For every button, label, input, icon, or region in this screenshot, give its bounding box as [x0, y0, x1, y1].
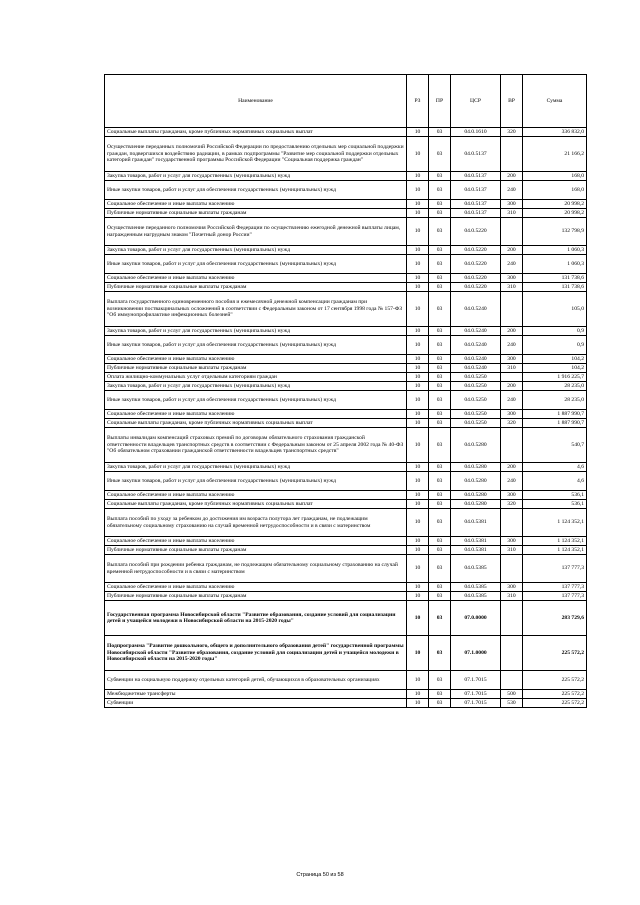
cell-pr: 03: [429, 546, 451, 555]
cell-csr: 04.0.5280: [451, 428, 501, 463]
cell-pr: 03: [429, 419, 451, 428]
cell-sum: 131 738,6: [523, 274, 587, 283]
cell-rz: 10: [407, 200, 429, 209]
table-row: [105, 671, 587, 690]
cell-name: Выплаты инвалидам компенсаций страховых премий по договорам обязательного страхования гражданской ответственности владельцев транспортных средств в соответствии с Федеральным законом от 25 апреля 2002 года № 40-ФЗ "Об обязательном страховании гражданской ответственности владельцев транспортных средств": [105, 428, 407, 463]
table-row: [105, 218, 587, 246]
cell-name: Публичные нормативные социальные выплаты гражданам: [105, 592, 407, 601]
table-row: [105, 200, 587, 209]
cell-rz: 10: [407, 671, 429, 690]
cell-rz: 10: [407, 128, 429, 137]
table-row: [105, 636, 587, 671]
cell-rz: 10: [407, 246, 429, 255]
cell-pr: 03: [429, 255, 451, 274]
cell-pr: 03: [429, 200, 451, 209]
cell-csr: 04.0.5240: [451, 327, 501, 336]
cell-rz: 10: [407, 255, 429, 274]
cell-rz: 10: [407, 592, 429, 601]
cell-rz: 10: [407, 364, 429, 373]
cell-name: Социальное обеспечение и иные выплаты населению: [105, 200, 407, 209]
cell-vr: [501, 509, 523, 537]
cell-pr: 03: [429, 172, 451, 181]
cell-sum: 21 166,2: [523, 137, 587, 172]
cell-rz: 10: [407, 583, 429, 592]
cell-name: Закупка товаров, работ и услуг для государственных (муниципальных) нужд: [105, 382, 407, 391]
cell-csr: 04.0.5137: [451, 172, 501, 181]
table-row: [105, 391, 587, 410]
cell-sum: 225 572,2: [523, 699, 587, 708]
cell-csr: 07.1.7015: [451, 690, 501, 699]
cell-name: Иные закупки товаров, работ и услуг для обеспечения государственных (муниципальных) нужд: [105, 255, 407, 274]
cell-name: Осуществление переданного полномочия Российской Федерации по осуществлению ежегодной денежной выплаты лицам, награжденным нагрудным знаком "Почетный донор России": [105, 218, 407, 246]
cell-pr: 03: [429, 292, 451, 327]
cell-vr: 200: [501, 382, 523, 391]
cell-csr: 04.0.5220: [451, 283, 501, 292]
cell-vr: [501, 555, 523, 583]
cell-csr: 07.1.0000: [451, 636, 501, 671]
cell-vr: 320: [501, 500, 523, 509]
cell-vr: 240: [501, 336, 523, 355]
cell-vr: [501, 292, 523, 327]
table-row: [105, 463, 587, 472]
cell-csr: 04.0.5137: [451, 137, 501, 172]
cell-vr: 310: [501, 283, 523, 292]
cell-rz: 10: [407, 419, 429, 428]
cell-pr: 03: [429, 336, 451, 355]
table-row: [105, 364, 587, 373]
cell-sum: 540,7: [523, 428, 587, 463]
cell-rz: 10: [407, 636, 429, 671]
cell-pr: 03: [429, 601, 451, 636]
cell-rz: 10: [407, 373, 429, 382]
cell-name: Субвенции на социальную поддержку отдельных категорий детей, обучающихся в образовательных организациях: [105, 671, 407, 690]
cell-sum: 131 738,6: [523, 283, 587, 292]
cell-sum: 536,1: [523, 491, 587, 500]
cell-pr: 03: [429, 391, 451, 410]
table-row: [105, 274, 587, 283]
cell-name: Выплата пособий по уходу за ребенком до достижения им возраста полутора лет гражданам, не подлежащим обязательному социальному страхованию на случай временной нетрудоспособности и в связи с материнством: [105, 509, 407, 537]
cell-rz: 10: [407, 509, 429, 537]
cell-pr: 03: [429, 209, 451, 218]
cell-sum: 20 998,2: [523, 200, 587, 209]
cell-pr: 03: [429, 218, 451, 246]
cell-csr: 04.0.5250: [451, 373, 501, 382]
cell-rz: 10: [407, 292, 429, 327]
cell-vr: 530: [501, 699, 523, 708]
cell-name: Иные закупки товаров, работ и услуг для обеспечения государственных (муниципальных) нужд: [105, 391, 407, 410]
cell-rz: 10: [407, 699, 429, 708]
header-sum: Сумма: [523, 75, 587, 128]
cell-pr: 03: [429, 128, 451, 137]
cell-pr: 03: [429, 463, 451, 472]
cell-pr: 03: [429, 327, 451, 336]
cell-pr: 03: [429, 283, 451, 292]
cell-sum: 1 124 352,1: [523, 509, 587, 537]
cell-csr: 04.0.5385: [451, 555, 501, 583]
cell-csr: 04.0.5280: [451, 500, 501, 509]
cell-pr: 03: [429, 699, 451, 708]
cell-pr: 03: [429, 355, 451, 364]
cell-rz: 10: [407, 500, 429, 509]
table-row: [105, 373, 587, 382]
cell-name: Публичные нормативные социальные выплаты гражданам: [105, 546, 407, 555]
cell-sum: 104,2: [523, 364, 587, 373]
cell-pr: 03: [429, 537, 451, 546]
cell-name: Публичные нормативные социальные выплаты гражданам: [105, 283, 407, 292]
cell-sum: 105,0: [523, 292, 587, 327]
cell-sum: 137 777,3: [523, 555, 587, 583]
cell-pr: 03: [429, 690, 451, 699]
table-row: [105, 472, 587, 491]
cell-name: Иные закупки товаров, работ и услуг для обеспечения государственных (муниципальных) нужд: [105, 181, 407, 200]
cell-sum: 4,6: [523, 472, 587, 491]
cell-vr: 320: [501, 419, 523, 428]
cell-csr: 04.0.5250: [451, 382, 501, 391]
cell-name: Подпрограмма "Развитие дошкольного, общего и дополнительного образования детей" государственной программы Новосибирской области "Развитие образования, создание условий для социализации детей и учащейся молодежи в Новосибирской области на 2015-2020 годы": [105, 636, 407, 671]
cell-vr: 310: [501, 546, 523, 555]
cell-vr: 310: [501, 592, 523, 601]
cell-sum: 225 572,2: [523, 636, 587, 671]
cell-rz: 10: [407, 172, 429, 181]
cell-vr: [501, 601, 523, 636]
header-vr: ВР: [501, 75, 523, 128]
cell-csr: 04.0.5385: [451, 583, 501, 592]
cell-sum: 20 998,2: [523, 209, 587, 218]
cell-name: Социальное обеспечение и иные выплаты населению: [105, 537, 407, 546]
cell-pr: 03: [429, 364, 451, 373]
table-row: [105, 355, 587, 364]
cell-sum: 1 887 990,7: [523, 419, 587, 428]
cell-csr: 04.0.5280: [451, 463, 501, 472]
cell-vr: 300: [501, 200, 523, 209]
cell-pr: 03: [429, 137, 451, 172]
table-header-row: [105, 75, 587, 128]
cell-name: Оплата жилищно-коммунальных услуг отдельным категориям граждан: [105, 373, 407, 382]
table-row: [105, 410, 587, 419]
cell-name: Государственная программа Новосибирской области "Развитие образования, создание условий для социализации детей и учащейся молодежи в Новосибирской области на 2015-2020 годы": [105, 601, 407, 636]
cell-name: Осуществление переданных полномочий Российской Федерации по предоставлению отдельных мер социальной поддержки граждан, подвергшихся воздействию радиации, в рамках подпрограммы "Развитие мер социальной поддержки отдельных категорий граждан" государственной программы Российской Федерации "Социальная поддержка граждан": [105, 137, 407, 172]
cell-sum: 28 235,0: [523, 391, 587, 410]
cell-pr: 03: [429, 428, 451, 463]
cell-vr: 300: [501, 355, 523, 364]
cell-vr: 240: [501, 391, 523, 410]
table-row: [105, 601, 587, 636]
cell-vr: 500: [501, 690, 523, 699]
table-row: [105, 537, 587, 546]
cell-rz: 10: [407, 555, 429, 583]
cell-name: Закупка товаров, работ и услуг для государственных (муниципальных) нужд: [105, 172, 407, 181]
table-row: [105, 128, 587, 137]
table-row: [105, 292, 587, 327]
cell-sum: 168,0: [523, 172, 587, 181]
cell-sum: 4,6: [523, 463, 587, 472]
cell-rz: 10: [407, 336, 429, 355]
cell-rz: 10: [407, 601, 429, 636]
cell-sum: 536,1: [523, 500, 587, 509]
cell-name: Социальное обеспечение и иные выплаты населению: [105, 410, 407, 419]
cell-name: Закупка товаров, работ и услуг для государственных (муниципальных) нужд: [105, 463, 407, 472]
cell-rz: 10: [407, 410, 429, 419]
cell-pr: 03: [429, 491, 451, 500]
cell-rz: 10: [407, 391, 429, 410]
table-row: [105, 690, 587, 699]
cell-vr: 310: [501, 209, 523, 218]
cell-rz: 10: [407, 137, 429, 172]
cell-csr: 04.0.5240: [451, 292, 501, 327]
cell-vr: 200: [501, 172, 523, 181]
cell-rz: 10: [407, 181, 429, 200]
cell-csr: 07.0.0000: [451, 601, 501, 636]
table-row: [105, 699, 587, 708]
cell-rz: 10: [407, 537, 429, 546]
cell-vr: [501, 428, 523, 463]
cell-name: Межбюджетные трансферты: [105, 690, 407, 699]
cell-name: Субвенции: [105, 699, 407, 708]
table-row: [105, 592, 587, 601]
cell-csr: 04.0.5137: [451, 209, 501, 218]
cell-pr: 03: [429, 555, 451, 583]
table-body: [105, 128, 587, 708]
cell-rz: 10: [407, 283, 429, 292]
budget-table: [104, 74, 587, 708]
cell-pr: 03: [429, 410, 451, 419]
cell-rz: 10: [407, 546, 429, 555]
cell-sum: 1 060,3: [523, 255, 587, 274]
cell-vr: 200: [501, 327, 523, 336]
cell-name: Социальное обеспечение и иные выплаты населению: [105, 491, 407, 500]
cell-sum: 1 124 352,1: [523, 546, 587, 555]
cell-vr: 200: [501, 246, 523, 255]
cell-rz: 10: [407, 327, 429, 336]
cell-rz: 10: [407, 382, 429, 391]
cell-vr: 300: [501, 537, 523, 546]
cell-sum: 104,2: [523, 355, 587, 364]
table-row: [105, 500, 587, 509]
table-row: [105, 555, 587, 583]
cell-rz: 10: [407, 209, 429, 218]
cell-sum: 137 777,3: [523, 592, 587, 601]
cell-csr: 04.0.5240: [451, 364, 501, 373]
cell-vr: [501, 636, 523, 671]
cell-csr: 04.0.5280: [451, 472, 501, 491]
cell-name: Социальные выплаты гражданам, кроме публичных нормативных социальных выплат: [105, 128, 407, 137]
cell-name: Социальное обеспечение и иные выплаты населению: [105, 583, 407, 592]
page-footer: Страница 50 из 58: [296, 872, 344, 878]
cell-csr: 04.0.5385: [451, 592, 501, 601]
table-row: [105, 509, 587, 537]
table-row: [105, 209, 587, 218]
cell-vr: 300: [501, 410, 523, 419]
cell-sum: 283 729,6: [523, 601, 587, 636]
cell-sum: 225 572,2: [523, 671, 587, 690]
cell-csr: 04.0.5220: [451, 255, 501, 274]
table-row: [105, 137, 587, 172]
cell-name: Закупка товаров, работ и услуг для государственных (муниципальных) нужд: [105, 246, 407, 255]
cell-csr: 04.0.5220: [451, 274, 501, 283]
cell-sum: 137 777,3: [523, 583, 587, 592]
table-row: [105, 181, 587, 200]
cell-sum: 225 572,2: [523, 690, 587, 699]
cell-rz: 10: [407, 428, 429, 463]
cell-csr: 04.0.5381: [451, 509, 501, 537]
cell-name: Социальные выплаты гражданам, кроме публичных нормативных социальных выплат: [105, 419, 407, 428]
cell-vr: 310: [501, 364, 523, 373]
cell-csr: 04.0.5220: [451, 246, 501, 255]
cell-pr: 03: [429, 373, 451, 382]
cell-csr: 04.0.5381: [451, 546, 501, 555]
cell-csr: 04.0.5240: [451, 336, 501, 355]
cell-vr: [501, 671, 523, 690]
table-row: [105, 583, 587, 592]
cell-vr: 240: [501, 181, 523, 200]
cell-rz: 10: [407, 472, 429, 491]
cell-name: Иные закупки товаров, работ и услуг для обеспечения государственных (муниципальных) нужд: [105, 336, 407, 355]
cell-name: Социальное обеспечение и иные выплаты населению: [105, 274, 407, 283]
cell-csr: 07.1.7015: [451, 671, 501, 690]
cell-vr: 300: [501, 274, 523, 283]
cell-sum: 0,9: [523, 327, 587, 336]
cell-name: Выплата пособий при рождении ребенка гражданам, не подлежащим обязательному социальному страхованию на случай временной нетрудоспособности и в связи с материнством: [105, 555, 407, 583]
cell-csr: 04.0.5250: [451, 419, 501, 428]
header-name: Наименование: [105, 75, 407, 128]
table-row: [105, 172, 587, 181]
header-rz: РЗ: [407, 75, 429, 128]
cell-rz: 10: [407, 491, 429, 500]
cell-vr: 240: [501, 255, 523, 274]
cell-pr: 03: [429, 636, 451, 671]
table-row: [105, 428, 587, 463]
table-row: [105, 491, 587, 500]
header-pr: ПР: [429, 75, 451, 128]
table-row: [105, 327, 587, 336]
cell-csr: 04.0.5137: [451, 200, 501, 209]
cell-sum: 1 124 352,1: [523, 537, 587, 546]
cell-name: Выплата государственного единовременного пособия и ежемесячной денежной компенсации гражданам при возникновении поствакцинальных осложнений в соответствии с Федеральным законом от 17 сентября 1998 года № 157-ФЗ "Об иммунопрофилактике инфекционных болезней": [105, 292, 407, 327]
cell-name: Иные закупки товаров, работ и услуг для обеспечения государственных (муниципальных) нужд: [105, 472, 407, 491]
cell-pr: 03: [429, 382, 451, 391]
table-row: [105, 255, 587, 274]
cell-sum: 1 916 225,7: [523, 373, 587, 382]
cell-rz: 10: [407, 218, 429, 246]
cell-csr: 04.0.5240: [451, 355, 501, 364]
cell-pr: 03: [429, 472, 451, 491]
cell-rz: 10: [407, 274, 429, 283]
cell-csr: 04.0.5137: [451, 181, 501, 200]
cell-pr: 03: [429, 181, 451, 200]
cell-name: Социальные выплаты гражданам, кроме публичных нормативных социальных выплат: [105, 500, 407, 509]
cell-pr: 03: [429, 671, 451, 690]
cell-csr: 04.0.5381: [451, 537, 501, 546]
table-row: [105, 546, 587, 555]
cell-csr: 07.1.7015: [451, 699, 501, 708]
cell-name: Социальное обеспечение и иные выплаты населению: [105, 355, 407, 364]
header-csr: ЦСР: [451, 75, 501, 128]
cell-sum: 1 060,3: [523, 246, 587, 255]
cell-rz: 10: [407, 463, 429, 472]
cell-vr: [501, 137, 523, 172]
cell-vr: 320: [501, 128, 523, 137]
table-row: [105, 283, 587, 292]
cell-pr: 03: [429, 246, 451, 255]
table-row: [105, 246, 587, 255]
cell-csr: 04.0.1610: [451, 128, 501, 137]
table-row: [105, 419, 587, 428]
cell-sum: 336 832,0: [523, 128, 587, 137]
cell-pr: 03: [429, 592, 451, 601]
cell-vr: [501, 218, 523, 246]
cell-sum: 168,0: [523, 181, 587, 200]
cell-vr: [501, 373, 523, 382]
cell-pr: 03: [429, 583, 451, 592]
cell-vr: 240: [501, 472, 523, 491]
cell-name: Закупка товаров, работ и услуг для государственных (муниципальных) нужд: [105, 327, 407, 336]
cell-pr: 03: [429, 274, 451, 283]
cell-sum: 0,9: [523, 336, 587, 355]
table-row: [105, 382, 587, 391]
cell-rz: 10: [407, 690, 429, 699]
cell-vr: 200: [501, 463, 523, 472]
cell-sum: 1 887 990,7: [523, 410, 587, 419]
table-row: [105, 336, 587, 355]
cell-csr: 04.0.5220: [451, 218, 501, 246]
cell-csr: 04.0.5280: [451, 491, 501, 500]
cell-vr: 300: [501, 491, 523, 500]
cell-pr: 03: [429, 509, 451, 537]
cell-csr: 04.0.5250: [451, 391, 501, 410]
cell-rz: 10: [407, 355, 429, 364]
cell-pr: 03: [429, 500, 451, 509]
cell-vr: 300: [501, 583, 523, 592]
cell-sum: 28 235,0: [523, 382, 587, 391]
cell-name: Публичные нормативные социальные выплаты гражданам: [105, 364, 407, 373]
cell-csr: 04.0.5250: [451, 410, 501, 419]
cell-sum: 132 798,9: [523, 218, 587, 246]
cell-name: Публичные нормативные социальные выплаты гражданам: [105, 209, 407, 218]
